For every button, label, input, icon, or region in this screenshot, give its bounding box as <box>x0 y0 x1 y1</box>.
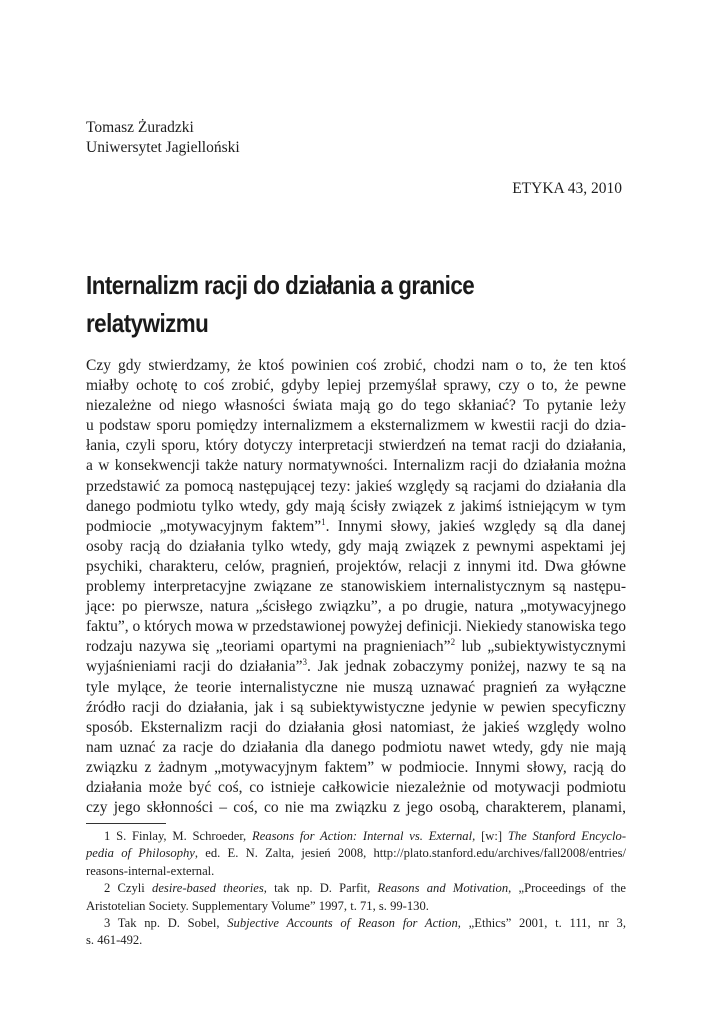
footnote-italic-title: Reasons for Action: Internal vs. External, <box>252 829 476 843</box>
author-block <box>86 118 240 158</box>
body-line: działania może być coś, co istnieje całkowicie niezależnie od motywacji podmiotu <box>86 778 626 796</box>
body-text-fragment: . Jak jednak zobaczymy poniżej, nazwy te są na <box>306 658 626 676</box>
footnote-reference-3[interactable]: 3 <box>302 657 307 668</box>
footnote-separator <box>86 823 166 824</box>
body-line: problemy interpretacyjne związane ze stanowiskiem internalistycznym są następu- <box>86 578 626 596</box>
body-text-fragment: wyjaśnieniami racji do działania” <box>86 658 303 676</box>
footnote-2 <box>86 880 626 897</box>
body-text-fragment: podmiocie „motywacyjnym faktem” <box>86 517 322 535</box>
footnote-text: Aristotelian Society. Supplementary Volume” 1997, t. 71, s. 99-130. <box>86 898 429 913</box>
body-line: danego podmiotu tylko wtedy, gdy mają ścisły związek z jakimś istniejącym w tym <box>86 497 626 515</box>
body-line: tyle mylące, że teorie internalistyczne nie muszą uznawać pragnień za wyłączne <box>86 678 626 696</box>
body-line <box>86 637 626 657</box>
article-title <box>86 266 550 342</box>
body-text-fragment: rodzaju nazywa się „teoriami opartymi na pragnieniach” <box>86 638 451 656</box>
body-line: łania, czyli sporu, który dotyczy interpretacji stwierdzeń na temat racji do działania, <box>86 437 626 455</box>
footnote-italic-title: Reasons and Motivation <box>377 881 509 896</box>
footnote-italic-title: pedia of Philosophy <box>86 846 195 861</box>
body-line <box>86 657 626 677</box>
footnote-2-continued <box>86 898 626 915</box>
footnote-3-continued <box>86 932 626 949</box>
author-name: Tomasz Żuradzki <box>86 119 194 136</box>
body-line: faktu”, o których mowa w przedstawionej powyżej definicji. Niekiedy stanowiska tego <box>86 618 626 636</box>
footnote-text: , tak np. D. Parfit, <box>263 881 378 896</box>
footnote-1 <box>86 828 626 845</box>
body-text-fragment: . Innymi słowy, jakieś względy są dla danej <box>325 517 626 535</box>
body-line <box>86 517 626 537</box>
author-affiliation: Uniwersytet Jagielloński <box>86 139 240 156</box>
footnote-3 <box>86 915 626 932</box>
article-title-line-1: Internalizm racji do działania a granice <box>86 270 475 300</box>
footnote-italic-title: The Stanford Encyclo- <box>507 829 627 843</box>
footnote-1-continued <box>86 845 626 862</box>
footnote-1-continued <box>86 863 626 880</box>
footnote-reference-2[interactable]: 2 <box>450 637 456 648</box>
footnote-text: S. Finlay, M. Schroeder, <box>110 829 253 843</box>
body-line: sposób. Eksternalizm racji do działania głosi natomiast, że jakieś względy wolno <box>86 718 626 736</box>
footnote-text: Czyli <box>110 881 153 896</box>
footnote-url-text[interactable]: , ed. E. N. Zalta, jesień 2008, http://plato.stanford.edu/archives/fall2008/entries/ <box>194 846 626 861</box>
footnote-text: , „Ethics” 2001, t. 111, nr 3, <box>457 915 626 930</box>
footnote-italic-title: Subjective Accounts of Reason for Action <box>227 915 458 930</box>
footnote-number: 2 <box>104 881 111 896</box>
body-line: jące: po pierwsze, natura „ścisłego związku”, a po drugie, natura „motywacyjnego <box>86 598 626 616</box>
footnote-italic-term: desire-based theories <box>152 881 264 896</box>
footnote-number: 3 <box>104 915 111 930</box>
journal-reference: ETYKA 43, 2010 <box>512 180 622 197</box>
body-text <box>86 356 626 818</box>
footnote-text: [w:] <box>475 829 508 843</box>
footnote-text: , „Proceedings of the <box>508 881 626 896</box>
body-line: psychiki, charakteru, celów, pragnień, projektów, relacji z innymi itd. Dwa główne <box>86 557 626 575</box>
body-line: nam uznać za racje do działania dla danego podmiotu nawet wtedy, gdy nie mają <box>86 738 626 756</box>
footnote-text: s. 461-492. <box>86 933 143 948</box>
body-line: związku z żadnym „motywacyjnym faktem” w podmiocie. Innymi słowy, racją do <box>86 758 626 776</box>
body-line: u podstaw sporu pomiędzy internalizmem a eksternalizmem w kwestii racji do dzia- <box>86 417 626 435</box>
footnote-text: Tak np. D. Sobel, <box>110 915 228 930</box>
footnote-number: 1 <box>104 829 111 843</box>
body-line: niezależne od niego własności świata mają go do tego skłaniać? To pytanie leży <box>86 397 626 415</box>
body-text-fragment: lub „subiektywistycznymi <box>455 638 626 656</box>
footnote-reference-1[interactable]: 1 <box>321 516 326 527</box>
article-title-line-2: relatywizmu <box>86 308 209 338</box>
footnote-url-text[interactable]: reasons-internal-external. <box>86 863 215 878</box>
body-line: czy jego skłonności – coś, co nie ma związku z jego osobą, charakterem, planami, <box>86 799 626 817</box>
body-line: a w konsekwencji także natury normatywności. Internalizm racji do działania można <box>86 457 626 475</box>
body-line: przedstawić za pomocą następującej tezy: jakieś względy są racjami do działania dla <box>86 477 626 495</box>
body-line: Czy gdy stwierdzamy, że ktoś powinien coś zrobić, chodzi nam o to, że ten ktoś <box>86 357 626 374</box>
body-line: osoby racją do działania tylko wtedy, gdy mają związek z pewnymi aspektami jej <box>86 537 626 555</box>
body-line: miałby ochotę to coś zrobić, gdyby lepiej przemyślał sprawy, czy o to, że pewne <box>86 377 626 395</box>
body-line: źródło racji do działania, jak i są subiektywistyczne jedynie w pewien specyficzny <box>86 698 626 716</box>
footnotes <box>86 828 626 950</box>
